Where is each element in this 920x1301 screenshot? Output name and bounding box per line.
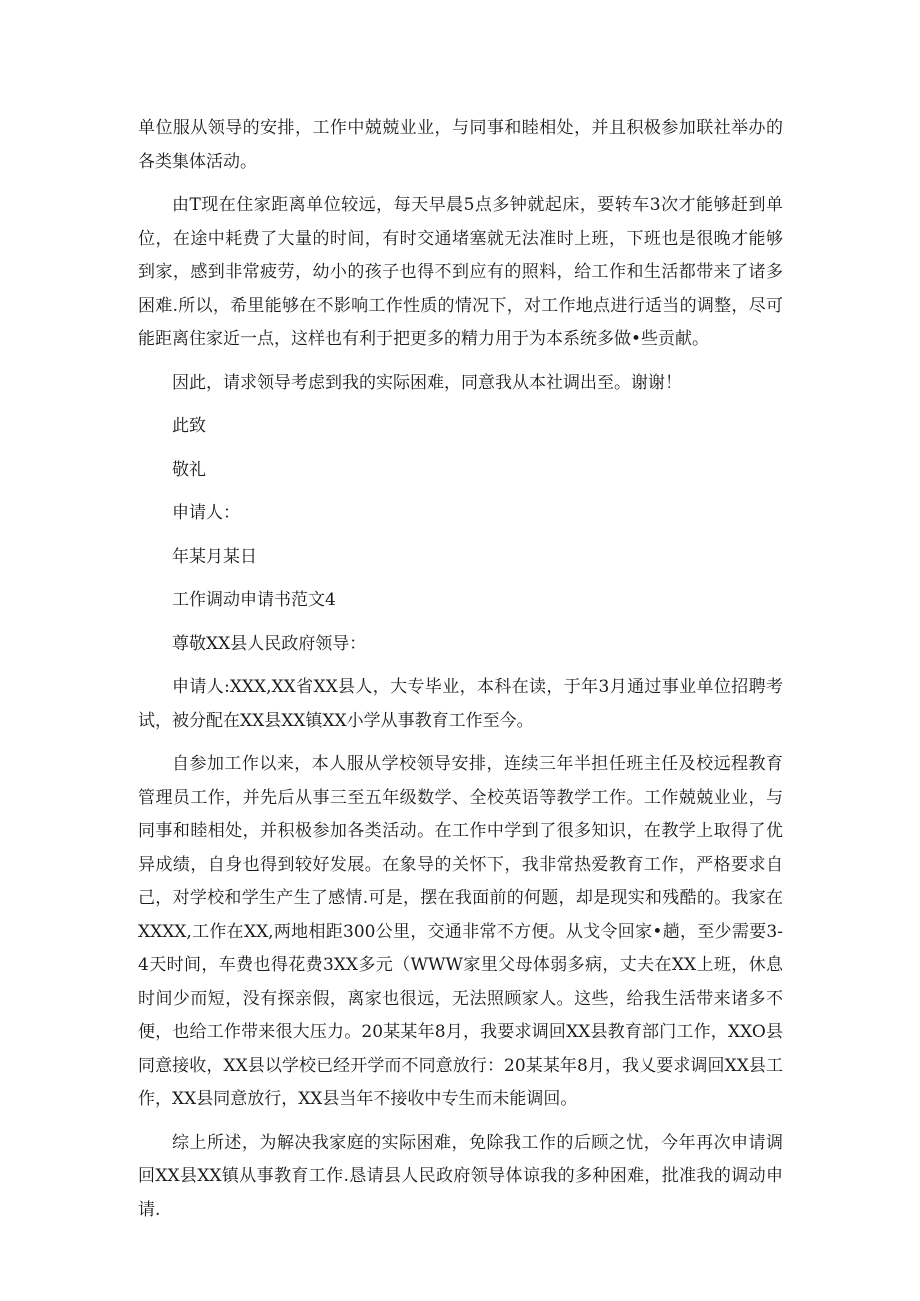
closing-salutation: 此致 xyxy=(172,416,206,436)
document-page xyxy=(138,112,783,1237)
closing-regards: 敬礼 xyxy=(172,459,206,480)
paragraph-continuation: 单位服从领导的安排，工作中兢兢业业，与同事和睦相处，并且积极参加联社举办的各类集体活动。 xyxy=(138,118,783,172)
paragraph-commute-difficulty: 由T现在住家距离单位较远，每天早晨5点多钟就起床，要转车3次才能够赶到单位，在途中耗费了大量的时间，有时交通堵塞就无法准时上班，下班也是很晚才能够到家，感到非常疲劳，幼小的孩子也得不到应有的照料，给工作和生活都带来了诸多困难.所以，希里能够在不影响工作性质的情况下，对工作地点进行适当的调整，尽可能距离住家近一点，这样也有利于把更多的精力用于为本系统多做•些贡献。 xyxy=(138,195,783,349)
paragraph-applicant-intro: 申请人:XXX,XX省XX县人，大专毕业，本科在读，于年3月通过事业单位招聘考试，被分配在XX县XX镇XX小学从事教育工作至今。 xyxy=(138,677,783,731)
section-heading: 工作调动申请书范文4 xyxy=(172,590,336,610)
paragraph-conclusion: 综上所述，为解决我家庭的实际困难，免除我工作的后顾之忧，今年再次申请调回XX县XX镇从事教育工作.恳请县人民政府领导体谅我的多种困难，批准我的调动申请. xyxy=(138,1132,783,1220)
applicant-label: 申请人： xyxy=(172,503,240,523)
greeting-line: 尊敬XX县人民政府领导： xyxy=(172,633,367,654)
date-line: 年某月某日 xyxy=(172,546,257,567)
paragraph-work-history: 自参加工作以来，本人服从学校领导安排，连续三年半担任班主任及校远程教育管理员工作，并先后从事三至五年级数学、全校英语等教学工作。工作兢兢业业，与同事和睦相处，并积极参加各类活动。在工作中学到了很多知识，在教学上取得了优异成绩，自身也得到较好发展。在象导的关怀下，我非常热爱教育工作，严格要求自己，对学校和学生产生了感情.可是，摆在我面前的何题，却是现实和残酷的。我家在XXXX,工作在XX,两地相距300公里，交通非常不方便。从戈令回家•趟，至少需要3-4天时间，车费也得花费3XX多元（WWW家里父母体弱多病，丈夫在XX上班，休息时间少而短，没有探亲假，离家也很远，无法照顾家人。这些，给我生活带来诸多不便，也给工作带来很大压力。20某某年8月，我要求调回XX县教育部门工作，XXO县同意接收，XX县以学校已经开学而不同意放行：20某某年8月，我乂要求调回XX县工作，XX县同意放行，XX县当年不接收中专生而未能调回。 xyxy=(138,754,783,1109)
paragraph-request: 因此，请求领导考虑到我的实际困难，同意我从本社调出至。谢谢！ xyxy=(172,372,682,393)
